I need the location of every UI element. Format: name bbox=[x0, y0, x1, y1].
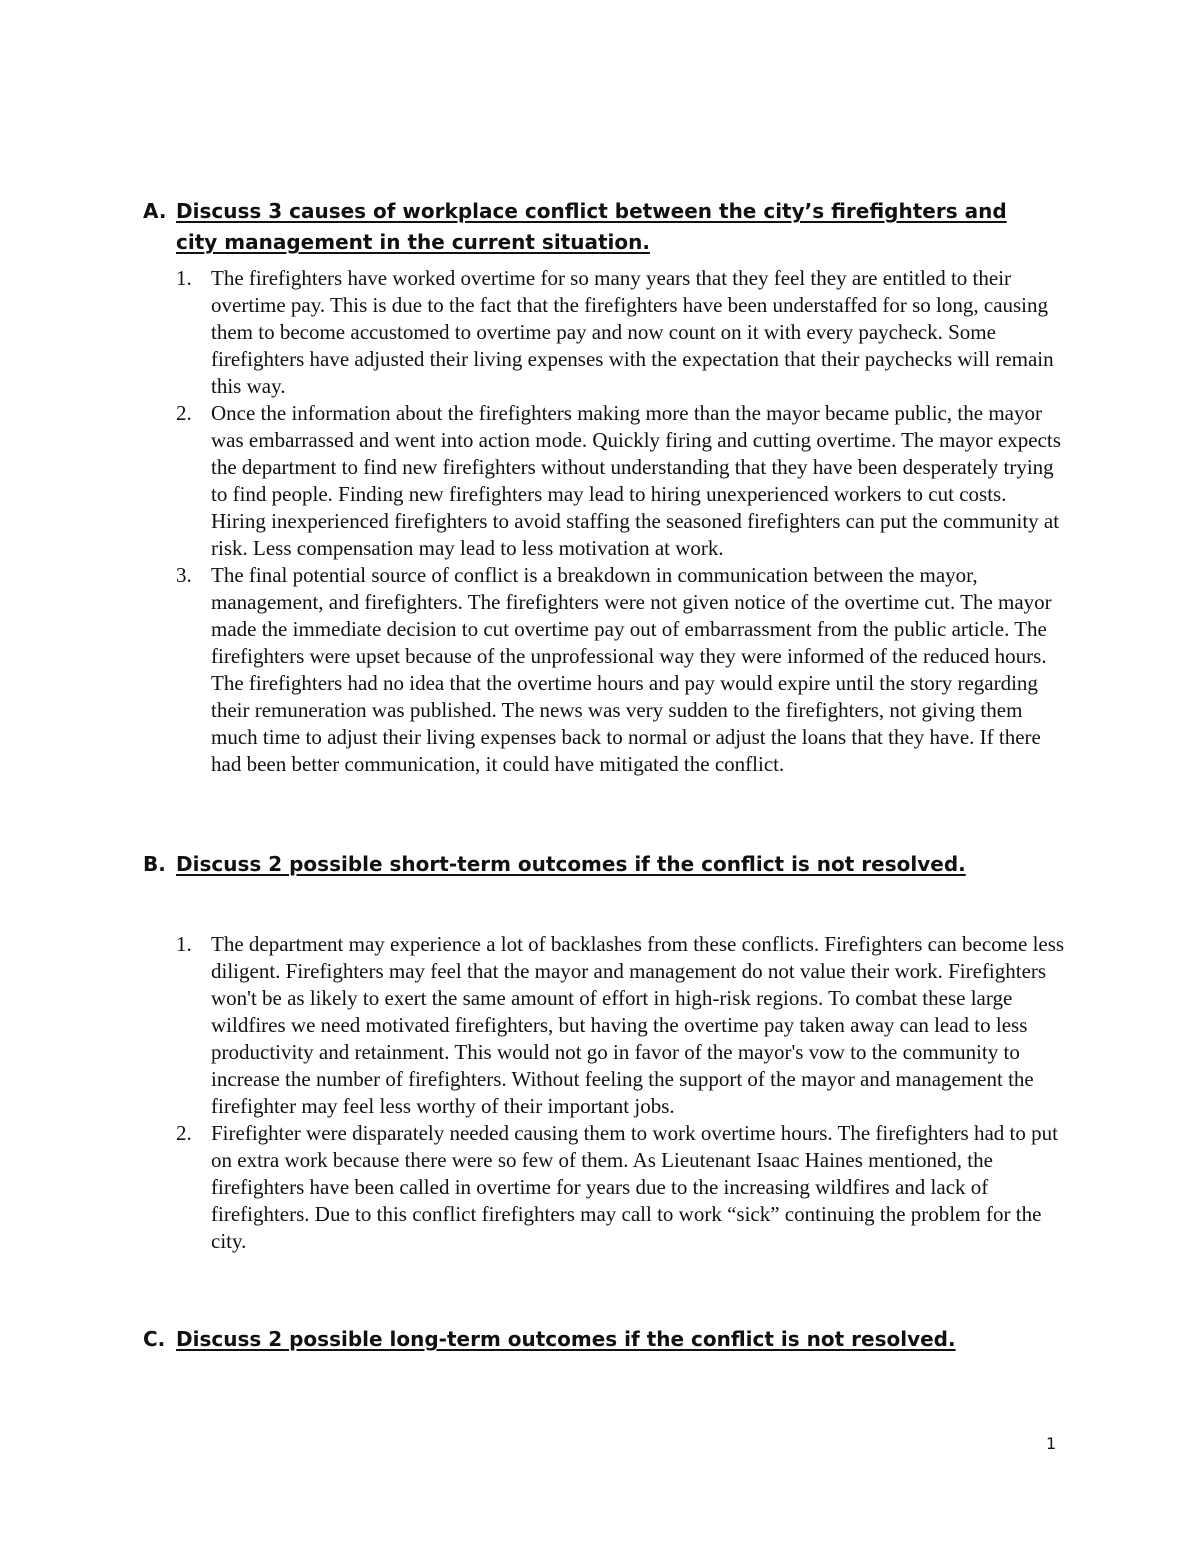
section-b-answer-list bbox=[176, 931, 1066, 1255]
section-b-heading bbox=[143, 849, 1023, 880]
list-item bbox=[176, 265, 1066, 400]
list-item bbox=[176, 400, 1066, 562]
list-item-number: 1. bbox=[176, 932, 192, 956]
list-item-number: 2. bbox=[176, 1121, 192, 1145]
section-c-title: Discuss 2 possible long-term outcomes if the conflict is not resolved. bbox=[176, 1327, 956, 1351]
list-item-text: The final potential source of conflict is a breakdown in communication between the mayor, management, and firefighters. The firefighters were not given notice of the overtime cut. The mayor made the immediate decision to cut overtime pay out of embarrassment from the public article. The firefighters were upset because of the unprofessional way they were informed of the reduced hours. The firefighters had no idea that the overtime hours and pay would expire until the story regarding their remuneration was published. The news was very sudden to the firefighters, not giving them much time to adjust their living expenses back to normal or adjust the loans that they have. If there had been better communication, it could have mitigated the conflict. bbox=[211, 563, 1052, 776]
list-item bbox=[176, 931, 1066, 1120]
section-b-title: Discuss 2 possible short-term outcomes if the conflict is not resolved. bbox=[176, 852, 966, 876]
list-item-number: 2. bbox=[176, 401, 192, 425]
section-b-letter: B. bbox=[143, 852, 166, 876]
section-c-heading bbox=[143, 1324, 1023, 1355]
list-item bbox=[176, 1120, 1066, 1255]
section-c-letter: C. bbox=[143, 1327, 166, 1351]
list-item-text: Once the information about the firefighters making more than the mayor became public, the mayor was embarrassed and went into action mode. Quickly firing and cutting overtime. The mayor expects the department to find new firefighters without understanding that they have been desperately trying to find people. Finding new firefighters may lead to hiring unexperienced workers to cut costs. Hiring inexperienced firefighters to avoid staffing the seasoned firefighters can put the community at risk. Less compensation may lead to less motivation at work. bbox=[211, 401, 1061, 560]
page-number: 1 bbox=[1046, 1434, 1057, 1453]
section-a-title: Discuss 3 causes of workplace conflict between the city’s firefighters and city management in the current situation. bbox=[176, 199, 1007, 254]
section-a-letter: A. bbox=[143, 199, 167, 223]
list-item-text: Firefighter were disparately needed causing them to work overtime hours. The firefighters had to put on extra work because there were so few of them. As Lieutenant Isaac Haines mentioned, the firefighters have been called in overtime for years due to the increasing wildfires and lack of firefighters. Due to this conflict firefighters may call to work “sick” continuing the problem for the city. bbox=[211, 1121, 1058, 1253]
list-item bbox=[176, 562, 1066, 778]
list-item-number: 3. bbox=[176, 563, 192, 587]
list-item-number: 1. bbox=[176, 266, 192, 290]
list-item-text: The firefighters have worked overtime for so many years that they feel they are entitled to their overtime pay. This is due to the fact that the firefighters have been understaffed for so long, causing them to become accustomed to overtime pay and now count on it with every paycheck. Some firefighters have adjusted their living expenses with the expectation that their paychecks will remain this way. bbox=[211, 266, 1054, 398]
section-a-heading bbox=[143, 196, 1023, 258]
list-item-text: The department may experience a lot of backlashes from these conflicts. Firefighters can become less diligent. Firefighters may feel that the mayor and management do not value their work. Firefighters won't be as likely to exert the same amount of effort in high-risk regions. To combat these large wildfires we need motivated firefighters, but having the overtime pay taken away can lead to less productivity and retainment. This would not go in favor of the mayor's vow to the community to increase the number of firefighters. Without feeling the support of the mayor and management the firefighter may feel less worthy of their important jobs. bbox=[211, 932, 1065, 1118]
section-a-answer-list bbox=[176, 265, 1066, 778]
